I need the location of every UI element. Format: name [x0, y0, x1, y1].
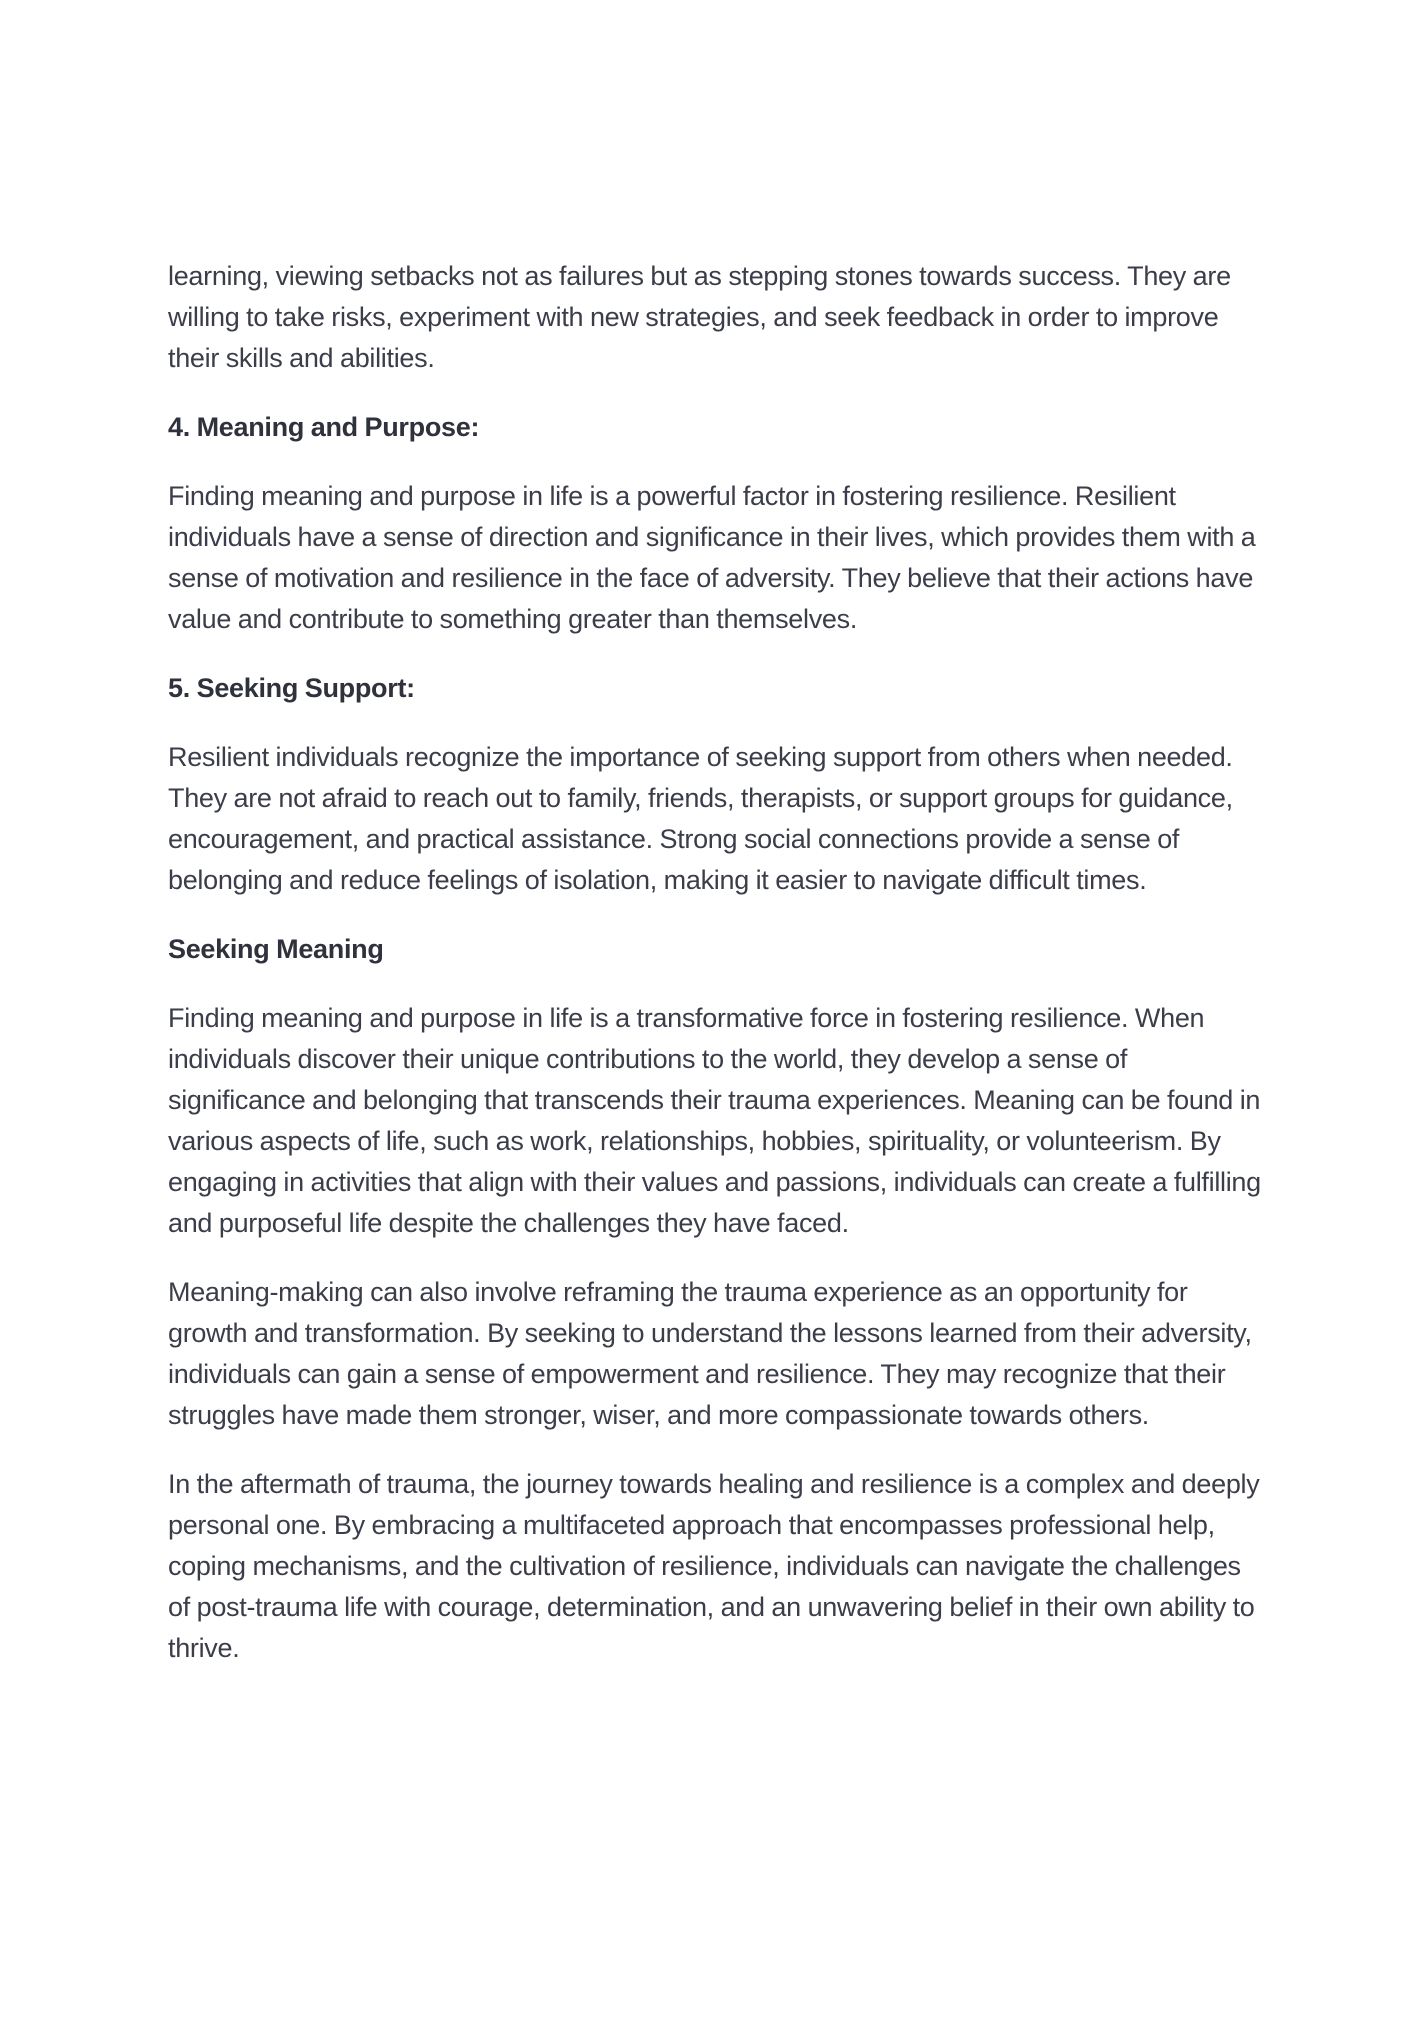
paragraph-seeking-meaning-3: In the aftermath of trauma, the journey towards healing and resilience is a complex and deeply personal one. By embracing a multifaceted approach that encompasses professional help, coping mechanisms, and the cultivation of resilience, individuals can navigate the challenges of post-trauma life with courage, determination, and an unwavering belief in their own ability to thrive.	[168, 1469, 1260, 1663]
heading-seeking-support: 5. Seeking Support:	[168, 673, 415, 703]
heading-meaning-and-purpose: 4. Meaning and Purpose:	[168, 412, 480, 442]
paragraph-growth-continuation: learning, viewing setbacks not as failures but as stepping stones towards success. They are willing to take risks, experiment with new strategies, and seek feedback in order to improve their skills and abilities.	[168, 261, 1231, 373]
document-body	[168, 256, 1268, 1697]
paragraph-seeking-meaning-2: Meaning-making can also involve reframing the trauma experience as an opportunity for growth and transformation. By seeking to understand the lessons learned from their adversity, individuals can gain a sense of empowerment and resilience. They may recognize that their struggles have made them stronger, wiser, and more compassionate towards others.	[168, 1277, 1252, 1430]
paragraph-seeking-support: Resilient individuals recognize the importance of seeking support from others when needed. They are not afraid to reach out to family, friends, therapists, or support groups for guidance, encouragement, and practical assistance. Strong social connections provide a sense of belonging and reduce feelings of isolation, making it easier to navigate difficult times.	[168, 742, 1233, 895]
paragraph-seeking-meaning-1: Finding meaning and purpose in life is a transformative force in fostering resilience. When individuals discover their unique contributions to the world, they develop a sense of significance and belonging that transcends their trauma experiences. Meaning can be found in various aspects of life, such as work, relationships, hobbies, spirituality, or volunteerism. By engaging in activities that align with their values and passions, individuals can create a fulfilling and purposeful life despite the challenges they have faced.	[168, 1003, 1261, 1238]
paragraph-meaning-and-purpose: Finding meaning and purpose in life is a powerful factor in fostering resilience. Resilient individuals have a sense of direction and significance in their lives, which provides them with a sense of motivation and resilience in the face of adversity. They believe that their actions have value and contribute to something greater than themselves.	[168, 481, 1256, 634]
heading-seeking-meaning: Seeking Meaning	[168, 934, 384, 964]
